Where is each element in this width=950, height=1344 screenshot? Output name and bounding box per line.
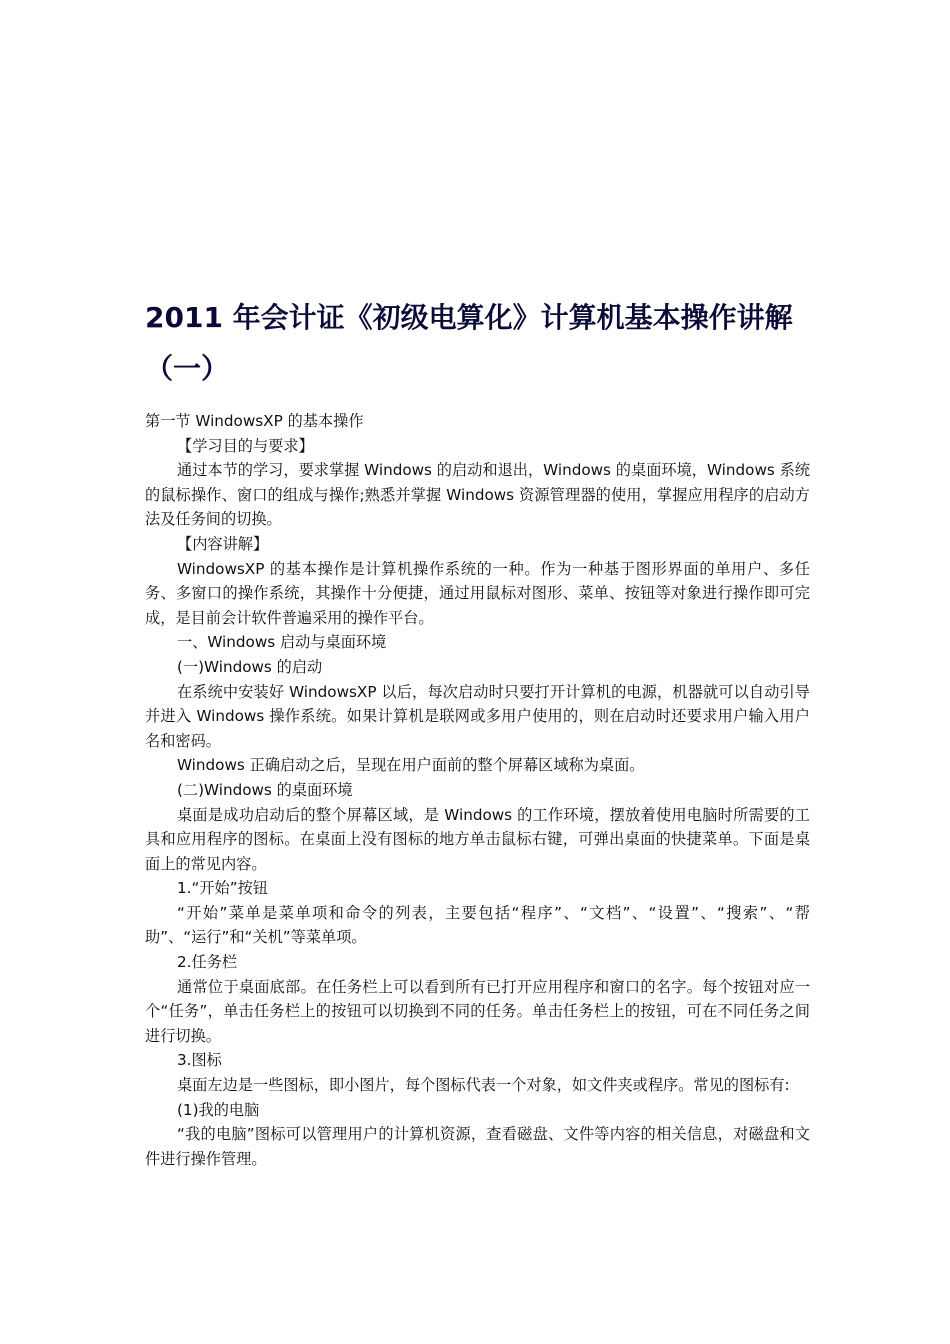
paragraph: 【内容讲解】: [177, 534, 269, 553]
paragraph: 3.图标: [177, 1051, 222, 1070]
document-body: [145, 409, 810, 1171]
paragraph: 1.“开始”按钮: [177, 879, 268, 898]
paragraph: 一、Windows 启动与桌面环境: [177, 633, 387, 652]
title-line-1: 2011 年会计证《初级电算化》计算机基本操作讲解: [145, 301, 793, 334]
paragraph: 2.任务栏: [177, 953, 238, 972]
paragraph: WindowsXP 的基本操作是计算机操作系统的一种。作为一种基于图形界面的单用户、多任务、多窗口的操作系统，其操作十分便捷，通过用鼠标对图形、菜单、按钮等对象进行操作即可完成，是目前会计软件普遍采用的操作平台。: [145, 559, 810, 627]
paragraph: 桌面是成功启动后的整个屏幕区域，是 Windows 的工作环境，摆放着使用电脑时所需要的工具和应用程序的图标。在桌面上没有图标的地方单击鼠标右键，可弹出桌面的快捷菜单。下面是桌面上的常见内容。: [145, 805, 810, 873]
paragraph: Windows 正确启动之后，呈现在用户面前的整个屏幕区域称为桌面。: [177, 756, 645, 775]
paragraph: 在系统中安装好 WindowsXP 以后，每次启动时只要打开计算机的电源，机器就可以自动引导并进入 Windows 操作系统。如果计算机是联网或多用户使用的，则在启动时还要求用户输入用户名和密码。: [145, 682, 810, 750]
paragraph: (1)我的电脑: [177, 1100, 260, 1119]
paragraph: “开始”菜单是菜单项和命令的列表，主要包括“程序”、“文档”、“设置”、“搜索”、“帮助”、“运行”和“关机”等菜单项。: [145, 903, 810, 947]
paragraph: 桌面左边是一些图标，即小图片，每个图标代表一个对象，如文件夹或程序。常见的图标有:: [177, 1076, 790, 1095]
document-title: [145, 292, 825, 394]
paragraph: 通常位于桌面底部。在任务栏上可以看到所有已打开应用程序和窗口的名字。每个按钮对应一个“任务”，单击任务栏上的按钮可以切换到不同的任务。单击任务栏上的按钮，可在不同任务之间进行切换。: [145, 977, 810, 1045]
paragraph: 通过本节的学习，要求掌握 Windows 的启动和退出，Windows 的桌面环境，Windows 系统的鼠标操作、窗口的组成与操作;熟悉并掌握 Windows 资源管理器的使用，掌握应用程序的启动方法及任务间的切换。: [145, 461, 810, 529]
paragraph: “我的电脑”图标可以管理用户的计算机资源，查看磁盘、文件等内容的相关信息，对磁盘和文件进行操作管理。: [145, 1125, 810, 1168]
paragraph: (二)Windows 的桌面环境: [177, 780, 353, 799]
paragraph: 【学习目的与要求】: [177, 436, 314, 455]
title-line-2: （一）: [145, 352, 230, 385]
section-heading: 第一节 WindowsXP 的基本操作: [145, 412, 364, 430]
paragraph: (一)Windows 的启动: [177, 657, 323, 676]
